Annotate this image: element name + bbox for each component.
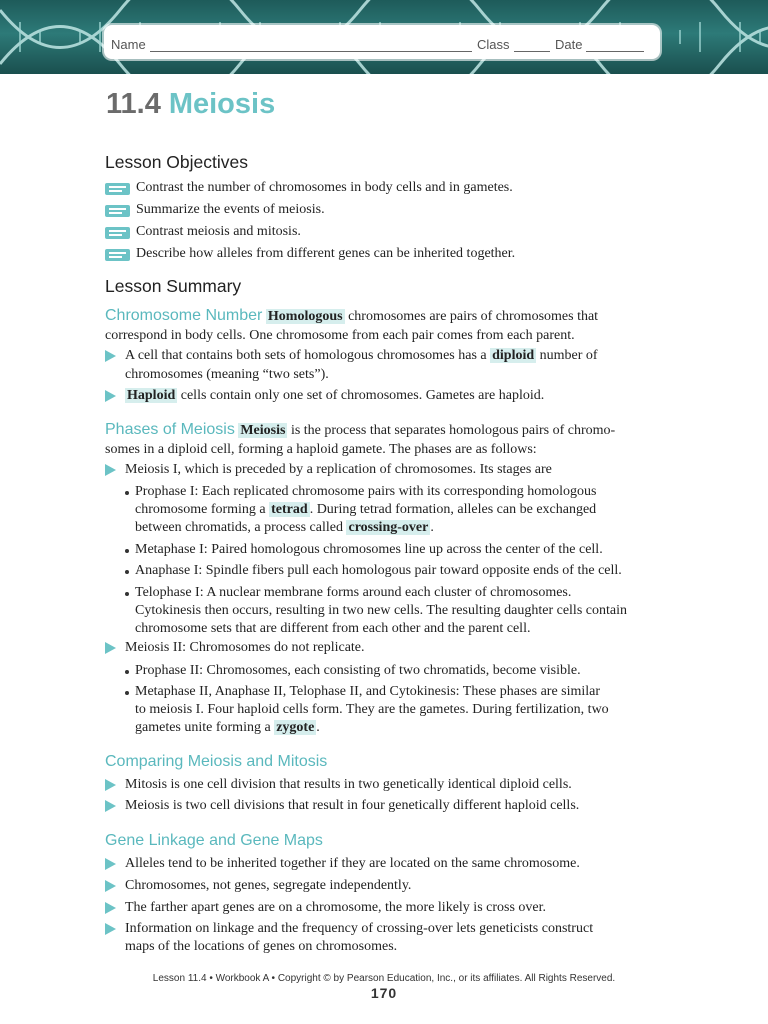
text-line: somes in a diploid cell, forming a haploid gamete. The phases are as follows:: [105, 442, 537, 457]
bullet-arrow-icon: [105, 642, 116, 654]
name-line: [150, 39, 472, 52]
comparing-heading: Comparing Meiosis and Mitosis: [105, 753, 328, 770]
lesson-title: Meiosis: [168, 88, 276, 120]
text-span: cells contain only one set of chromosomes. Gametes are haploid.: [180, 388, 545, 403]
keyword-haploid: Haploid: [127, 388, 176, 403]
text-line: Cytokinesis then occurs, resulting in two new cells. The resulting daughter cells contain: [135, 603, 627, 618]
date-line: [586, 39, 644, 52]
page-number: 170: [370, 985, 398, 1001]
text-line: [125, 387, 544, 405]
page-title: [106, 88, 275, 121]
bullet-dot-icon: [125, 592, 129, 596]
header-banner: [0, 0, 768, 74]
text-line: [135, 719, 320, 737]
text-span: gametes unite forming a: [135, 720, 271, 735]
text-line: maps of the locations of genes on chromosomes.: [125, 939, 398, 954]
name-label: Name: [111, 37, 146, 52]
class-field[interactable]: [477, 37, 550, 52]
bullet-arrow-icon: [105, 800, 116, 812]
text-line: chromosomes are pairs of chromosomes that: [348, 309, 599, 324]
linkage-heading: Gene Linkage and Gene Maps: [105, 832, 323, 849]
phases-heading: Phases of Meiosis: [105, 421, 235, 438]
bullet-arrow-icon: [105, 390, 116, 402]
objective-text: Contrast meiosis and mitosis.: [136, 224, 301, 239]
bullet-arrow-icon: [105, 858, 116, 870]
bullet-arrow-icon: [105, 464, 116, 476]
text-line: Information on linkage and the frequency of crossing-over lets geneticists construct: [125, 921, 594, 936]
name-field[interactable]: [111, 37, 472, 52]
text-line: chromosomes (meaning “two sets”).: [125, 367, 329, 382]
text-line: Meiosis II: Chromosomes do not replicate.: [125, 640, 365, 655]
keyword-homologous: Homologous: [267, 309, 343, 324]
text-line: Metaphase I: Paired homologous chromosomes line up across the center of the cell.: [135, 542, 603, 557]
text-line: Prophase II: Chromosomes, each consisting of two chromatids, become visible.: [135, 663, 581, 678]
name-class-date-bar: [104, 25, 660, 59]
text-span: .: [430, 520, 434, 535]
class-line: [514, 39, 550, 52]
bullet-dot-icon: [125, 491, 129, 495]
text-line: [135, 501, 596, 519]
date-label: Date: [555, 37, 583, 52]
bullet-dot-icon: [125, 549, 129, 553]
text-span: A cell that contains both sets of homologous chromosomes has a: [125, 348, 487, 363]
text-span: is the process that separates homologous pairs of chromo-: [290, 423, 616, 438]
objectives-heading: Lesson Objectives: [105, 152, 248, 172]
date-field[interactable]: [555, 37, 644, 52]
text-line: Chromosomes, not genes, segregate independently.: [125, 878, 412, 893]
text-span: . During tetrad formation, alleles can be exchanged: [309, 502, 597, 517]
text-span: .: [316, 720, 320, 735]
keyword-zygote: zygote: [276, 720, 315, 735]
bullet-arrow-icon: [105, 779, 116, 791]
bullet-arrow-icon: [105, 902, 116, 914]
objective-marker-icon: [105, 183, 130, 195]
text-span: between chromatids, a process called: [135, 520, 343, 535]
chromosome-number-paragraph: [105, 307, 598, 326]
objective-text: Summarize the events of meiosis.: [136, 202, 325, 217]
text-line: Alleles tend to be inherited together if they are located on the same chromosome.: [125, 856, 580, 871]
objective-marker-icon: [105, 227, 130, 239]
bullet-dot-icon: [125, 670, 129, 674]
lesson-number: 11.4: [106, 88, 161, 120]
text-line: [135, 519, 434, 537]
text-line: Meiosis I, which is preceded by a replication of chromosomes. Its stages are: [125, 462, 552, 477]
keyword-tetrad: tetrad: [271, 502, 308, 517]
text-line: [125, 347, 598, 365]
text-line: The farther apart genes are on a chromosome, the more likely is cross over.: [125, 900, 547, 915]
text-line: correspond in body cells. One chromosome from each pair comes from each parent.: [105, 328, 575, 343]
bullet-arrow-icon: [105, 923, 116, 935]
keyword-crossing-over: crossing-over: [348, 520, 429, 535]
text-line: Mitosis is one cell division that results in two genetically identical diploid cells.: [125, 777, 572, 792]
objective-text: Describe how alleles from different genes can be inherited together.: [136, 246, 516, 261]
copyright-footer: Lesson 11.4 • Workbook A • Copyright © by Pearson Education, Inc., or its affiliates. All Rights Reserved.: [152, 973, 616, 984]
phases-paragraph: [105, 421, 615, 440]
text-line: chromosome sets that are different from each other and the parent cell.: [135, 621, 531, 636]
class-label: Class: [477, 37, 510, 52]
bullet-arrow-icon: [105, 350, 116, 362]
objective-marker-icon: [105, 205, 130, 217]
summary-heading: Lesson Summary: [105, 276, 242, 296]
objective-text: Contrast the number of chromosomes in body cells and in gametes.: [136, 180, 513, 195]
text-line: Prophase I: Each replicated chromosome pairs with its corresponding homologous: [135, 484, 597, 499]
bullet-arrow-icon: [105, 880, 116, 892]
text-line: to meiosis I. Four haploid cells form. They are the gametes. During fertilization, two: [135, 702, 609, 717]
text-span: chromosome forming a: [135, 502, 266, 517]
bullet-dot-icon: [125, 691, 129, 695]
keyword-diploid: diploid: [492, 348, 535, 363]
bullet-dot-icon: [125, 570, 129, 574]
text-line: Telophase I: A nuclear membrane forms around each cluster of chromosomes.: [135, 585, 572, 600]
text-line: Metaphase II, Anaphase II, Telophase II, and Cytokinesis: These phases are similar: [135, 684, 601, 699]
keyword-meiosis: Meiosis: [240, 423, 286, 438]
text-span: number of: [539, 348, 598, 363]
chromosome-number-heading: Chromosome Number: [105, 307, 263, 324]
objective-marker-icon: [105, 249, 130, 261]
text-line: Meiosis is two cell divisions that result in four genetically different haploid cells.: [125, 798, 580, 813]
text-line: Anaphase I: Spindle fibers pull each homologous pair toward opposite ends of the cell.: [135, 563, 622, 578]
